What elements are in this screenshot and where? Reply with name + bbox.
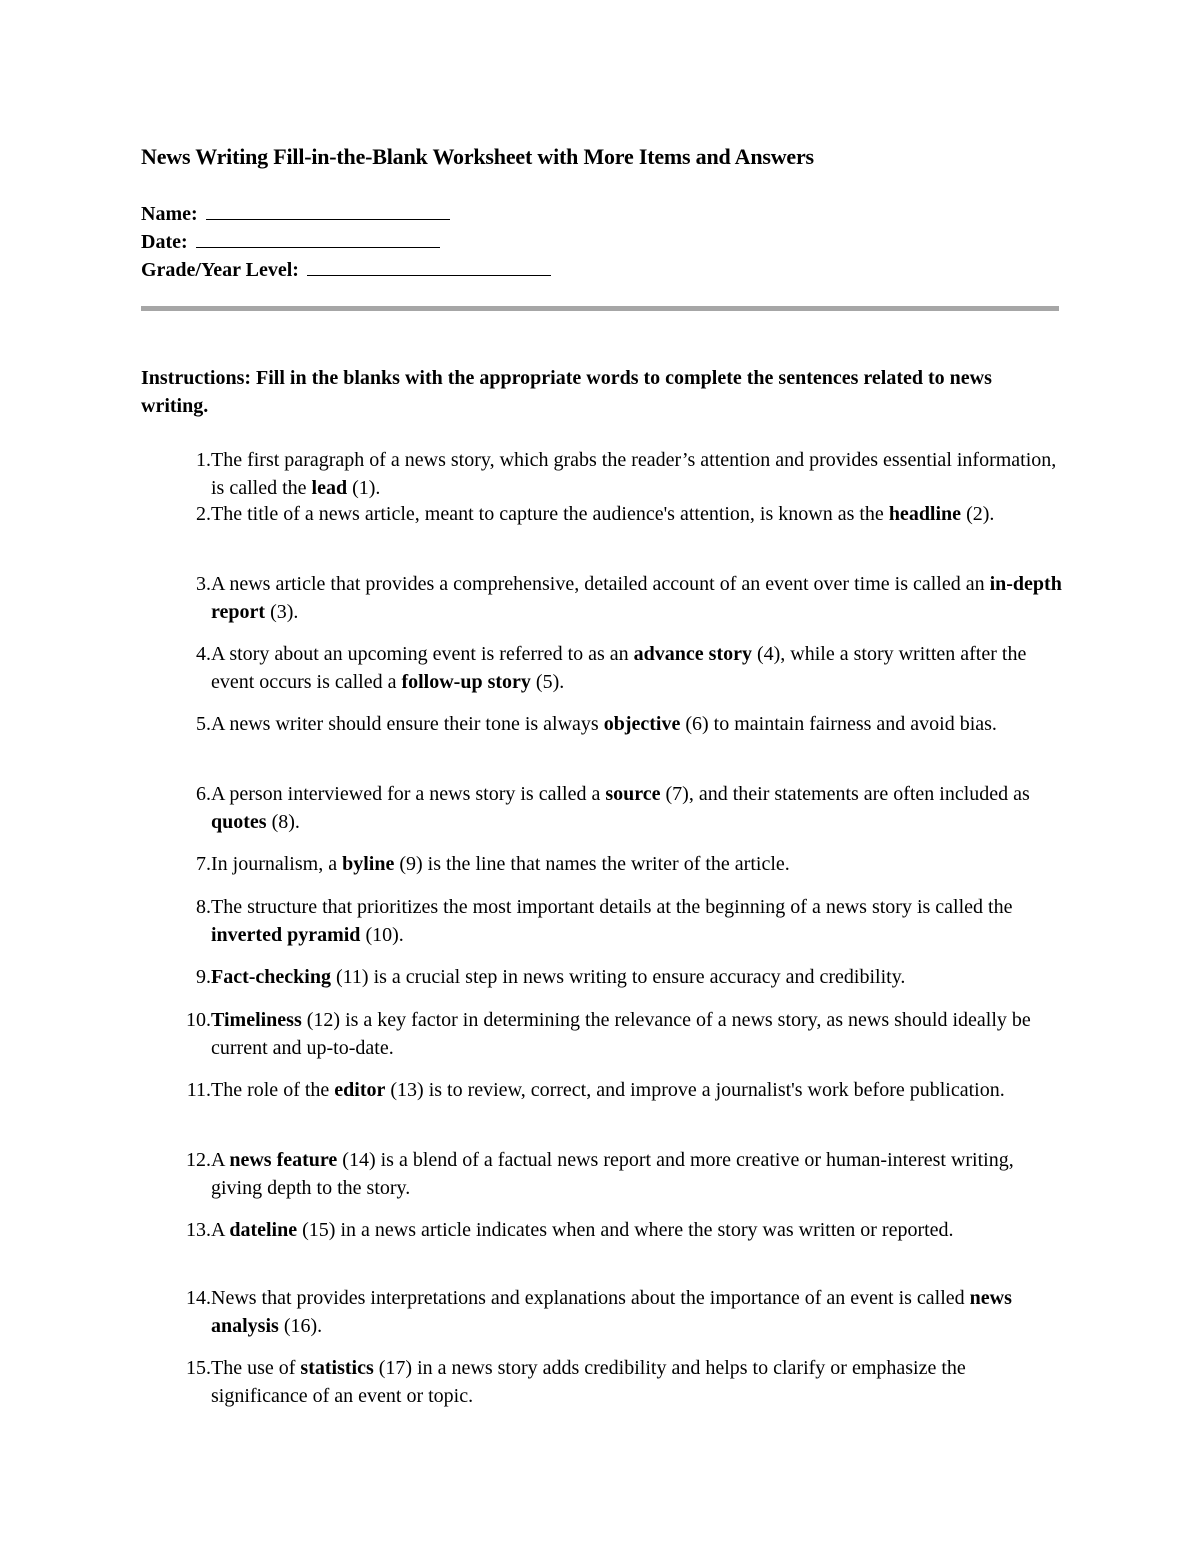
question-number: 15. [186,1357,211,1379]
answer-term: advance story [633,643,752,665]
answer-term: inverted pyramid [211,924,361,946]
question-text-segment: (5). [530,671,565,693]
question-number: 11. [186,1079,211,1101]
question-text [211,963,1063,991]
answer-term: editor [334,1079,386,1101]
question-text-segment: (3). [265,601,299,623]
question-text [211,1284,1063,1340]
question-number: 2. [196,503,211,525]
student-info-block [141,200,551,284]
question-text-segment: (1). [347,477,381,499]
name-label: Name: [141,203,198,225]
question-text-segment: The first paragraph of a news story, which grabs the reader’s attention and provides essential information, is called the [211,449,1057,499]
answer-term: statistics [300,1357,374,1379]
grade-level-blank-line[interactable] [307,257,551,276]
question-text-segment: (12) is a key factor in determining the relevance of a news story, as news should ideally be current and up-to-date. [211,1009,1031,1059]
question-text [211,1216,1063,1244]
question-text-segment: In journalism, a [211,853,343,875]
question-text-segment: The role of the [211,1079,335,1101]
question-text [211,640,1063,696]
question-text-segment: (11) is a crucial step in news writing to ensure accuracy and credibility. [330,966,906,988]
question-text-segment: A [211,1149,230,1171]
question-number: 8. [196,896,211,918]
question-number: 14. [186,1287,211,1309]
answer-term: dateline [229,1219,298,1241]
question-text-segment: A news article that provides a comprehensive, detailed account of an event over time is called an [211,573,990,595]
question-text-segment: (2). [961,503,995,525]
instructions: Instructions: Fill in the blanks with the appropriate words to complete the sentences related to news writing. [141,367,992,417]
question-number: 4. [196,643,211,665]
question-text [211,1006,1063,1062]
name-blank-line[interactable] [206,201,450,220]
answer-term: Timeliness [211,1009,302,1031]
answer-term: Fact-checking [211,966,331,988]
question-text-segment: The title of a news article, meant to capture the audience's attention, is known as the [211,503,889,525]
question-number: 9. [196,966,211,988]
question-text-segment: (8). [266,811,300,833]
grade-level-label: Grade/Year Level: [141,259,299,281]
question-text-segment: (15) in a news article indicates when and where the story was written or reported. [297,1219,954,1241]
question-number: 7. [196,853,211,875]
question-text [211,893,1063,949]
question-text-segment: A news writer should ensure their tone is always [211,713,604,735]
question-text-segment: (17) in a news story adds credibility and helps to clarify or emphasize the significance of an event or topic. [211,1357,966,1407]
question-text-segment: A [211,1219,230,1241]
answer-term: headline [888,503,962,525]
answer-term: lead [311,477,348,499]
question-text [211,1146,1063,1202]
question-text-segment: The use of [211,1357,301,1379]
question-number: 6. [196,783,211,805]
question-text [211,1354,1063,1410]
answer-term: in-depth report [211,573,1062,623]
question-text [211,446,1063,502]
worksheet-title: News Writing Fill-in-the-Blank Worksheet with More Items and Answers [141,144,814,169]
question-text [211,710,1063,738]
question-text-segment: The structure that prioritizes the most important details at the beginning of a news story is called the [211,896,1013,918]
question-text [211,500,1063,528]
question-text-segment: (6) to maintain fairness and avoid bias. [680,713,997,735]
question-text [211,850,1063,878]
question-text-segment: (10). [360,924,404,946]
question-text-segment: (4), while a story written after the event occurs is called a [211,643,1027,693]
grade-level-field [141,256,551,284]
question-number: 13. [186,1219,211,1241]
question-text-segment: (9) is the line that names the writer of the article. [394,853,790,875]
section-divider [141,306,1059,311]
question-number: 5. [196,713,211,735]
answer-term: quotes [211,811,267,833]
question-text [211,1076,1063,1104]
question-text-segment: (14) is a blend of a factual news report and more creative or human-interest writing, giving depth to the story. [211,1149,1014,1199]
question-number: 12. [186,1149,211,1171]
question-text [211,780,1063,836]
answer-term: byline [342,853,395,875]
date-blank-line[interactable] [196,229,440,248]
answer-term: source [605,783,661,805]
answer-term: news analysis [211,1287,1012,1337]
answer-term: follow-up story [401,671,531,693]
question-number: 3. [196,573,211,595]
question-text-segment: A person interviewed for a news story is called a [211,783,606,805]
question-text-segment: (7), and their statements are often included as [660,783,1030,805]
question-text-segment: (13) is to review, correct, and improve a journalist's work before publication. [385,1079,1005,1101]
date-field [141,228,551,256]
answer-term: objective [603,713,681,735]
date-label: Date: [141,231,188,253]
question-number: 1. [196,449,211,471]
question-text-segment: News that provides interpretations and explanations about the importance of an event is called [211,1287,970,1309]
question-text [211,570,1063,626]
question-text-segment: (16). [278,1315,323,1337]
question-text-segment: A story about an upcoming event is referred to as an [211,643,634,665]
answer-term: news feature [229,1149,338,1171]
name-field [141,200,551,228]
question-number: 10. [186,1009,211,1031]
